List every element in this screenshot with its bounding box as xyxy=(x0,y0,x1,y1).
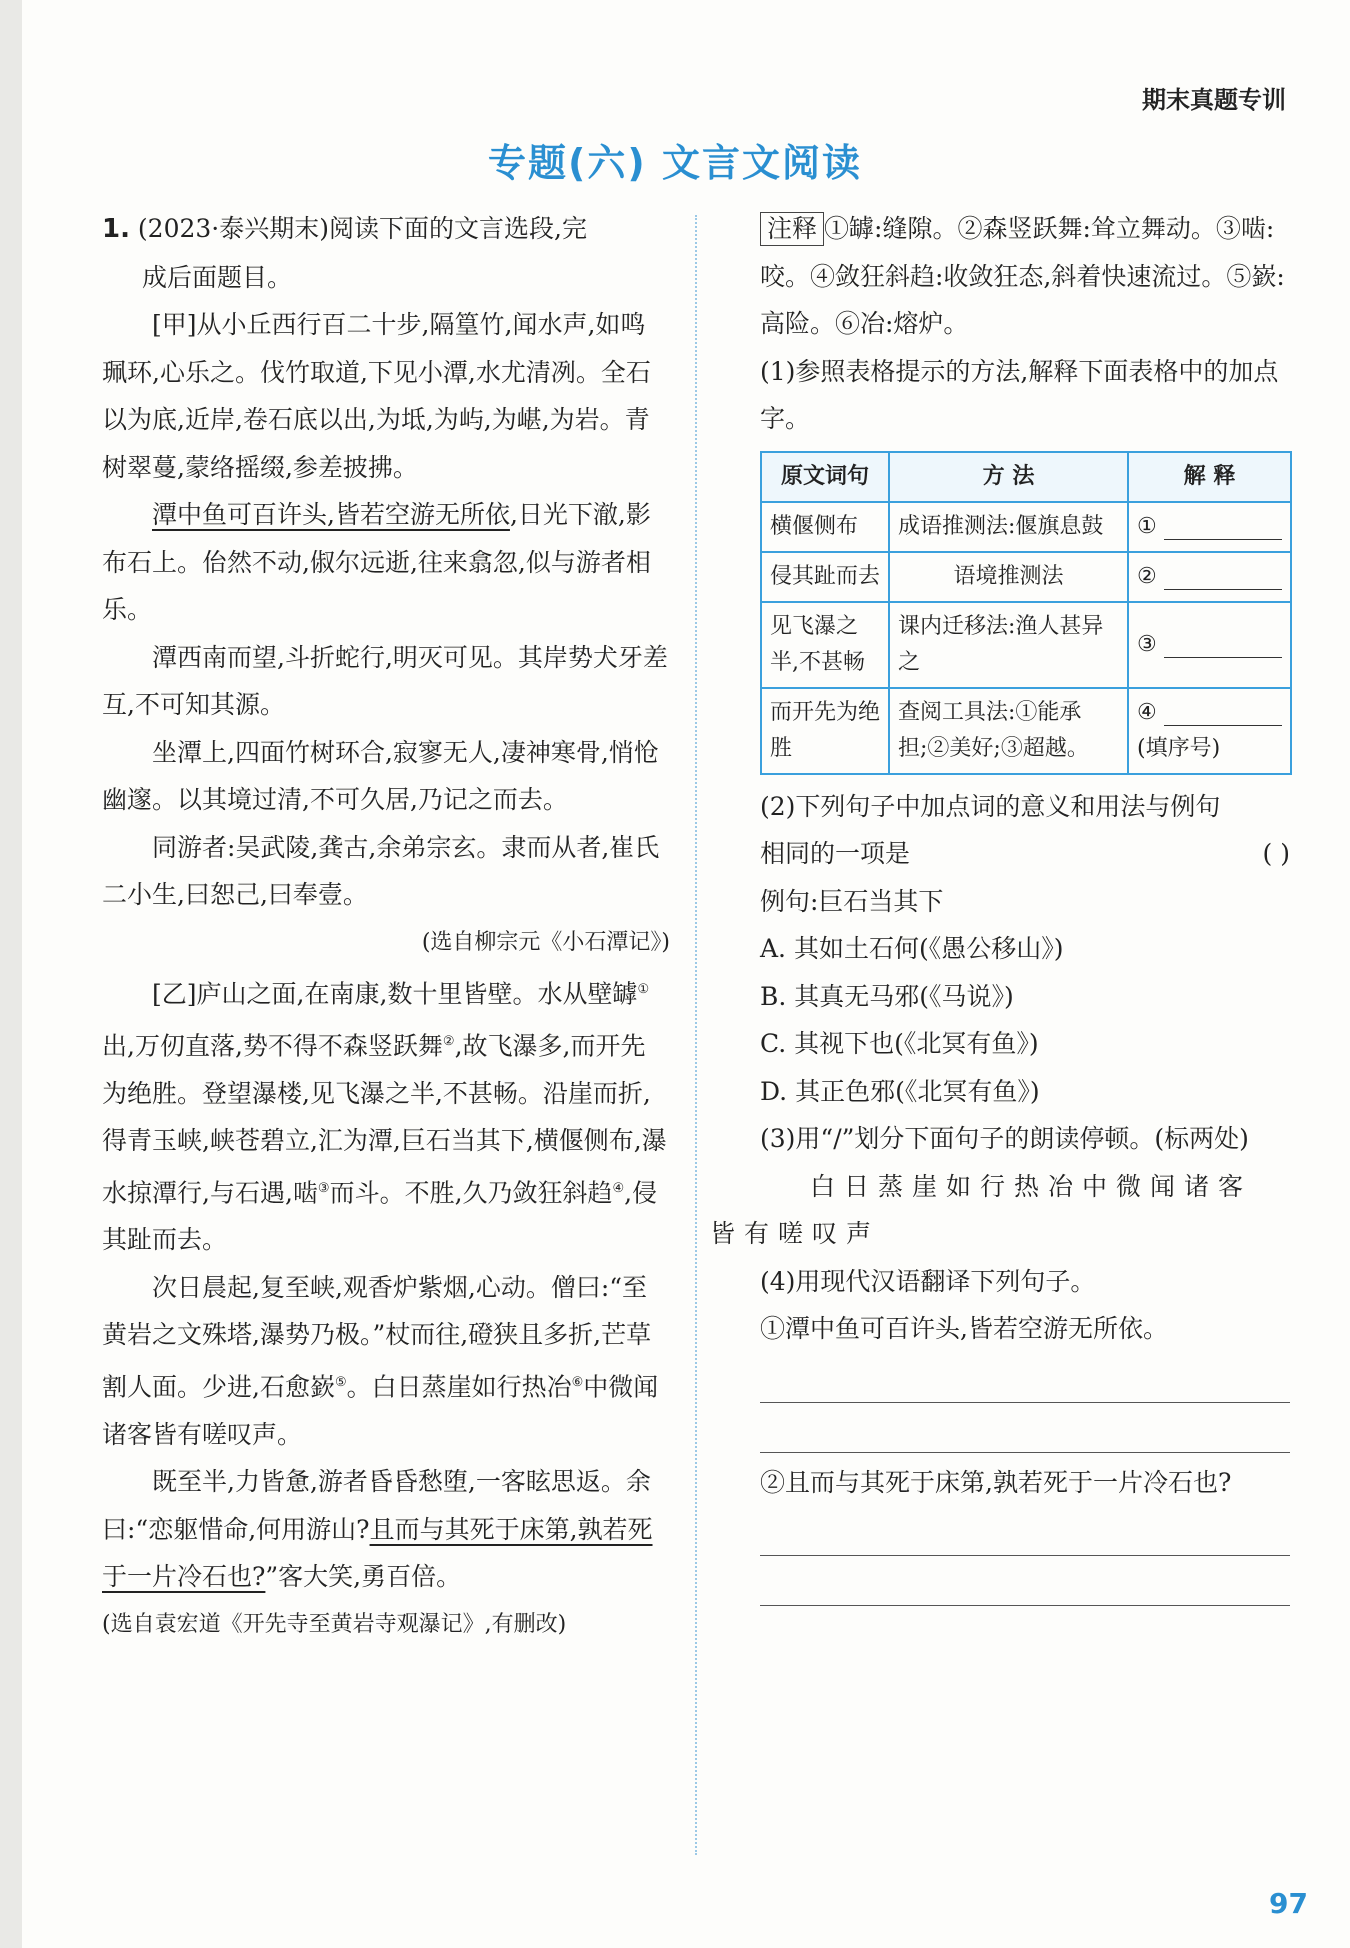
jia-paragraph-5: 同游者:吴武陵,龚古,余弟宗玄。隶而从者,崔氏二小生,曰恕己,曰奉壹。 xyxy=(102,832,660,909)
table-cell: 语境推测法 xyxy=(889,552,1128,602)
q2-example: 例句:巨石当其下 xyxy=(760,886,944,916)
table-cell: 见飞瀑之半,不甚畅 xyxy=(761,602,889,688)
table-header: 解 释 xyxy=(1128,452,1291,502)
answer-blank[interactable] xyxy=(1164,631,1282,658)
q4-prompt: (4)用现代汉语翻译下列句子。 xyxy=(760,1266,1096,1296)
left-column xyxy=(102,205,670,1648)
table-row xyxy=(761,602,1291,688)
answer-blank[interactable] xyxy=(1164,699,1282,726)
table-cell: 查阅工具法:①能承担;②美好;③超越。 xyxy=(889,688,1128,774)
table-cell: 横偃侧布 xyxy=(761,502,889,552)
jia-paragraph-4: 坐潭上,四面竹树环合,寂寥无人,凄神寒骨,悄怆幽邃。以其境过清,不可久居,乃记之而去。 xyxy=(102,737,659,814)
jia-source: (选自柳宗元《小石潭记》) xyxy=(421,929,670,955)
table-header: 原文词句 xyxy=(761,452,889,502)
answer-cell[interactable]: ① xyxy=(1128,502,1291,552)
page-number: 97 xyxy=(1269,1887,1308,1920)
yi-paragraph-1: [乙]庐山之面,在南康,数十里皆壁。水从壁罅①出,万仞直落,势不得不森竖跃舞②,故飞瀑多,而开先为绝胜。登望瀑楼,见飞瀑之半,不甚畅。沿崖而折,得青玉峡,峡苍碧立,汇为潭,巨石当其下,横偃侧布,瀑水掠潭行,与石遇,啮③而斗。不胜,久乃敛狂斜趋④,侵其趾而去。 xyxy=(102,979,667,1255)
answer-blank[interactable] xyxy=(1164,513,1282,540)
page-edge xyxy=(0,0,22,1948)
table-row xyxy=(761,502,1291,552)
page-title: 专题(六) 文言文阅读 xyxy=(488,141,862,185)
table-cell: 成语推测法:偃旗息鼓 xyxy=(889,502,1128,552)
table-header-row xyxy=(761,452,1291,502)
notes: 注释 ①罅:缝隙。②森竖跃舞:耸立舞动。③啮:咬。④敛狂斜趋:收敛狂态,斜着快速流过。⑤嶔:高险。⑥冶:熔炉。 xyxy=(760,214,1285,338)
section-header: 期末真题专训 xyxy=(1142,86,1286,114)
answer-cell[interactable]: ④ (填序号) xyxy=(1128,688,1291,774)
jia-paragraph-2: 潭中鱼可百许头,皆若空游无所依,日光下澈,影布石上。佁然不动,俶尔远逝,往来翕忽,似与游者相乐。 xyxy=(102,500,651,624)
option-c[interactable]: C. 其视下也(《北冥有鱼》) xyxy=(760,1029,1039,1058)
jia-paragraph-3: 潭西南而望,斗折蛇行,明灭可见。其岸势犬牙差互,不可知其源。 xyxy=(102,642,668,719)
answer-cell[interactable]: ② xyxy=(1128,552,1291,602)
table-row xyxy=(761,552,1291,602)
table-cell: 侵其趾而去 xyxy=(761,552,889,602)
option-d[interactable]: D. 其正色邪(《北冥有鱼》) xyxy=(760,1076,1040,1106)
q4-sentence-1: ①潭中鱼可百许头,皆若空游无所依。 xyxy=(760,1314,1168,1343)
q2-prompt: (2)下列句子中加点词的意义和用法与例句 相同的一项是 ( ) xyxy=(760,783,1290,878)
underlined-sentence: 且而与其死于床第,孰若死于一片冷石也? xyxy=(102,1514,653,1592)
yi-paragraph-2: 次日晨起,复至峡,观香炉紫烟,心动。僧曰:“至黄岩之文殊塔,瀑势乃极。”杖而往,磴狭且多折,芒草割人面。少进,石愈嶔⑤。白日蒸崖如行热冶⑥中微闻诸客皆有嗟叹声。 xyxy=(102,1272,659,1449)
yi-paragraph-3: 既至半,力皆惫,游者昏昏愁堕,一客眩思返。余曰:“恋躯惜命,何用游山?且而与其死于床第,孰若死于一片冷石也?”客大笑,勇百倍。 xyxy=(102,1467,653,1592)
table-cell: 而开先为绝胜 xyxy=(761,688,889,774)
jia-paragraph-1: [甲]从小丘西行百二十步,隔篁竹,闻水声,如鸣珮环,心乐之。伐竹取道,下见小潭,水尤清冽。全石以为底,近岸,卷石底以出,为坻,为屿,为嵁,为岩。青树翠蔓,蒙络摇缀,参差披拂。 xyxy=(102,310,651,482)
table-cell: 课内迁移法:渔人甚异之 xyxy=(889,602,1128,688)
answer-blank[interactable] xyxy=(1164,563,1282,590)
underlined-sentence: 潭中鱼可百许头,皆若空游无所依 xyxy=(152,500,510,529)
answer-line[interactable] xyxy=(760,1506,1290,1556)
option-b[interactable]: B. 其真无马邪(《马说》) xyxy=(760,981,1014,1011)
question-number: 1. xyxy=(102,214,130,244)
question-intro: 1. (2023·泰兴期末)阅读下面的文言选段,完 成后面题目。 xyxy=(102,214,587,292)
notes-label: 注释 xyxy=(760,212,824,246)
answer-table xyxy=(760,451,1292,775)
table-header: 方 法 xyxy=(889,452,1128,502)
right-column xyxy=(710,205,1290,1606)
table-row xyxy=(761,688,1291,774)
q1-prompt: (1)参照表格提示的方法,解释下面表格中的加点字。 xyxy=(760,356,1279,433)
column-divider xyxy=(695,215,697,1855)
q4-sentence-2: ②且而与其死于床第,孰若死于一片冷石也? xyxy=(760,1467,1232,1497)
q3-sentence: 白日蒸崖如行热冶中微闻诸客 皆有嗟叹声 xyxy=(710,1171,1253,1248)
answer-line[interactable] xyxy=(760,1403,1290,1453)
option-a[interactable]: A. 其如土石何(《愚公移山》) xyxy=(760,934,1064,963)
q3-prompt: (3)用“/”划分下面句子的朗读停顿。(标两处) xyxy=(760,1124,1249,1153)
yi-tag: 乙 xyxy=(161,979,187,1009)
answer-cell[interactable]: ③ xyxy=(1128,602,1291,688)
answer-line[interactable] xyxy=(760,1353,1290,1403)
jia-tag: 甲 xyxy=(161,310,187,339)
answer-paren[interactable]: ( ) xyxy=(1262,839,1290,868)
answer-line[interactable] xyxy=(760,1556,1290,1606)
yi-source: (选自袁宏道《开先寺至黄岩寺观瀑记》,有删改) xyxy=(102,1611,567,1637)
